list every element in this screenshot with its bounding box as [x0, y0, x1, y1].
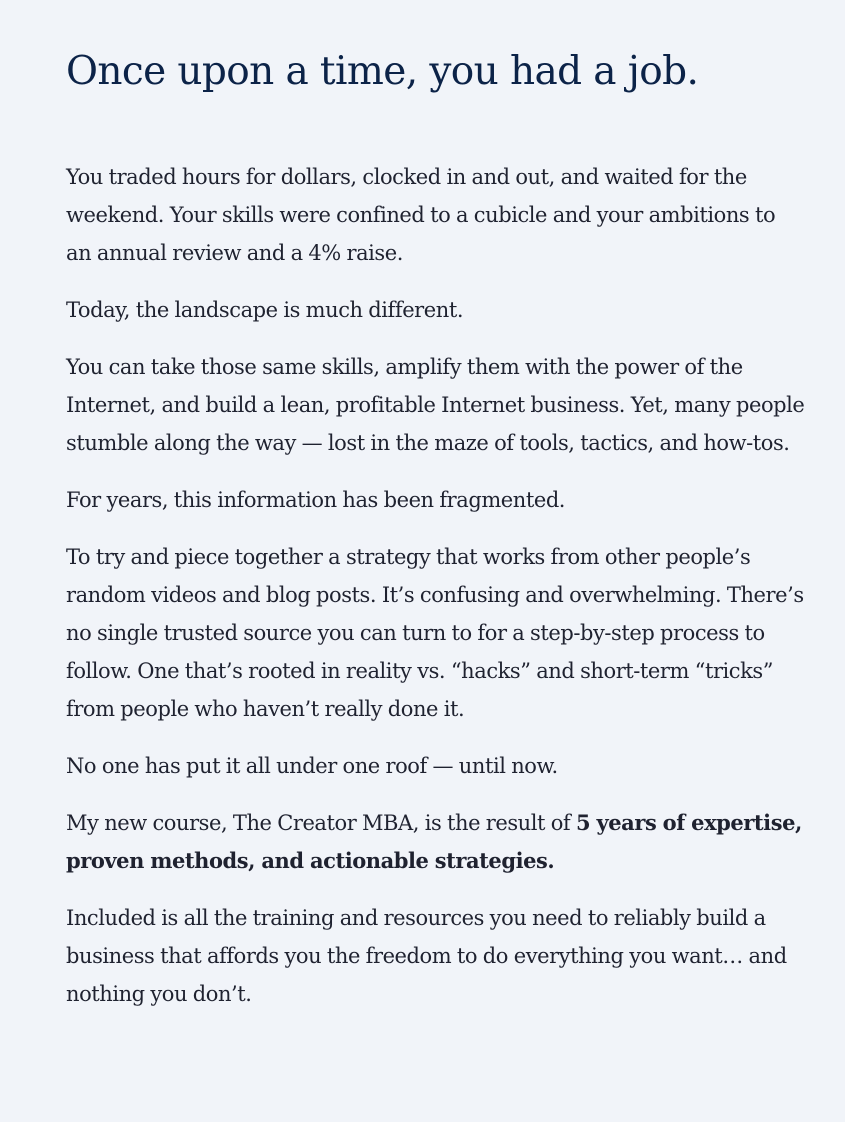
- included-paragraph: Included is all the training and resources you need to reliably build a business that affords you the freedom to do everything you want… and nothing you don’t.: [66, 906, 787, 1006]
- landscape-paragraph: Today, the landscape is much different.: [66, 298, 464, 322]
- course-highlight-text: 5 years of expertise, proven methods, and actionable strategies.: [66, 810, 802, 873]
- course-paragraph: [66, 804, 805, 880]
- intro-paragraph: You traded hours for dollars, clocked in and out, and waited for the weekend. Your skills were confined to a cubicle and your ambitions to an annual review and a 4% raise.: [66, 165, 776, 265]
- one-roof-paragraph: No one has put it all under one roof — until now.: [66, 754, 558, 778]
- problem-paragraph: To try and piece together a strategy that works from other people’s random videos and blog posts. It’s confusing and overwhelming. There’s no single trusted source you can turn to for a step-by-step process to follow. One that’s rooted in reality vs. “hacks” and short-term “tricks” from people who haven’t really done it.: [66, 545, 804, 721]
- fragmented-paragraph: For years, this information has been fragmented.: [66, 488, 566, 512]
- opportunity-paragraph: You can take those same skills, amplify them with the power of the Internet, and build a lean, profitable Internet business. Yet, many people stumble along the way — lost in the maze of tools, tactics, and how-tos.: [66, 355, 805, 455]
- page-title: Once upon a time, you had a job.: [66, 49, 699, 94]
- course-lead-text: My new course, The Creator MBA, is the result of: [66, 811, 576, 835]
